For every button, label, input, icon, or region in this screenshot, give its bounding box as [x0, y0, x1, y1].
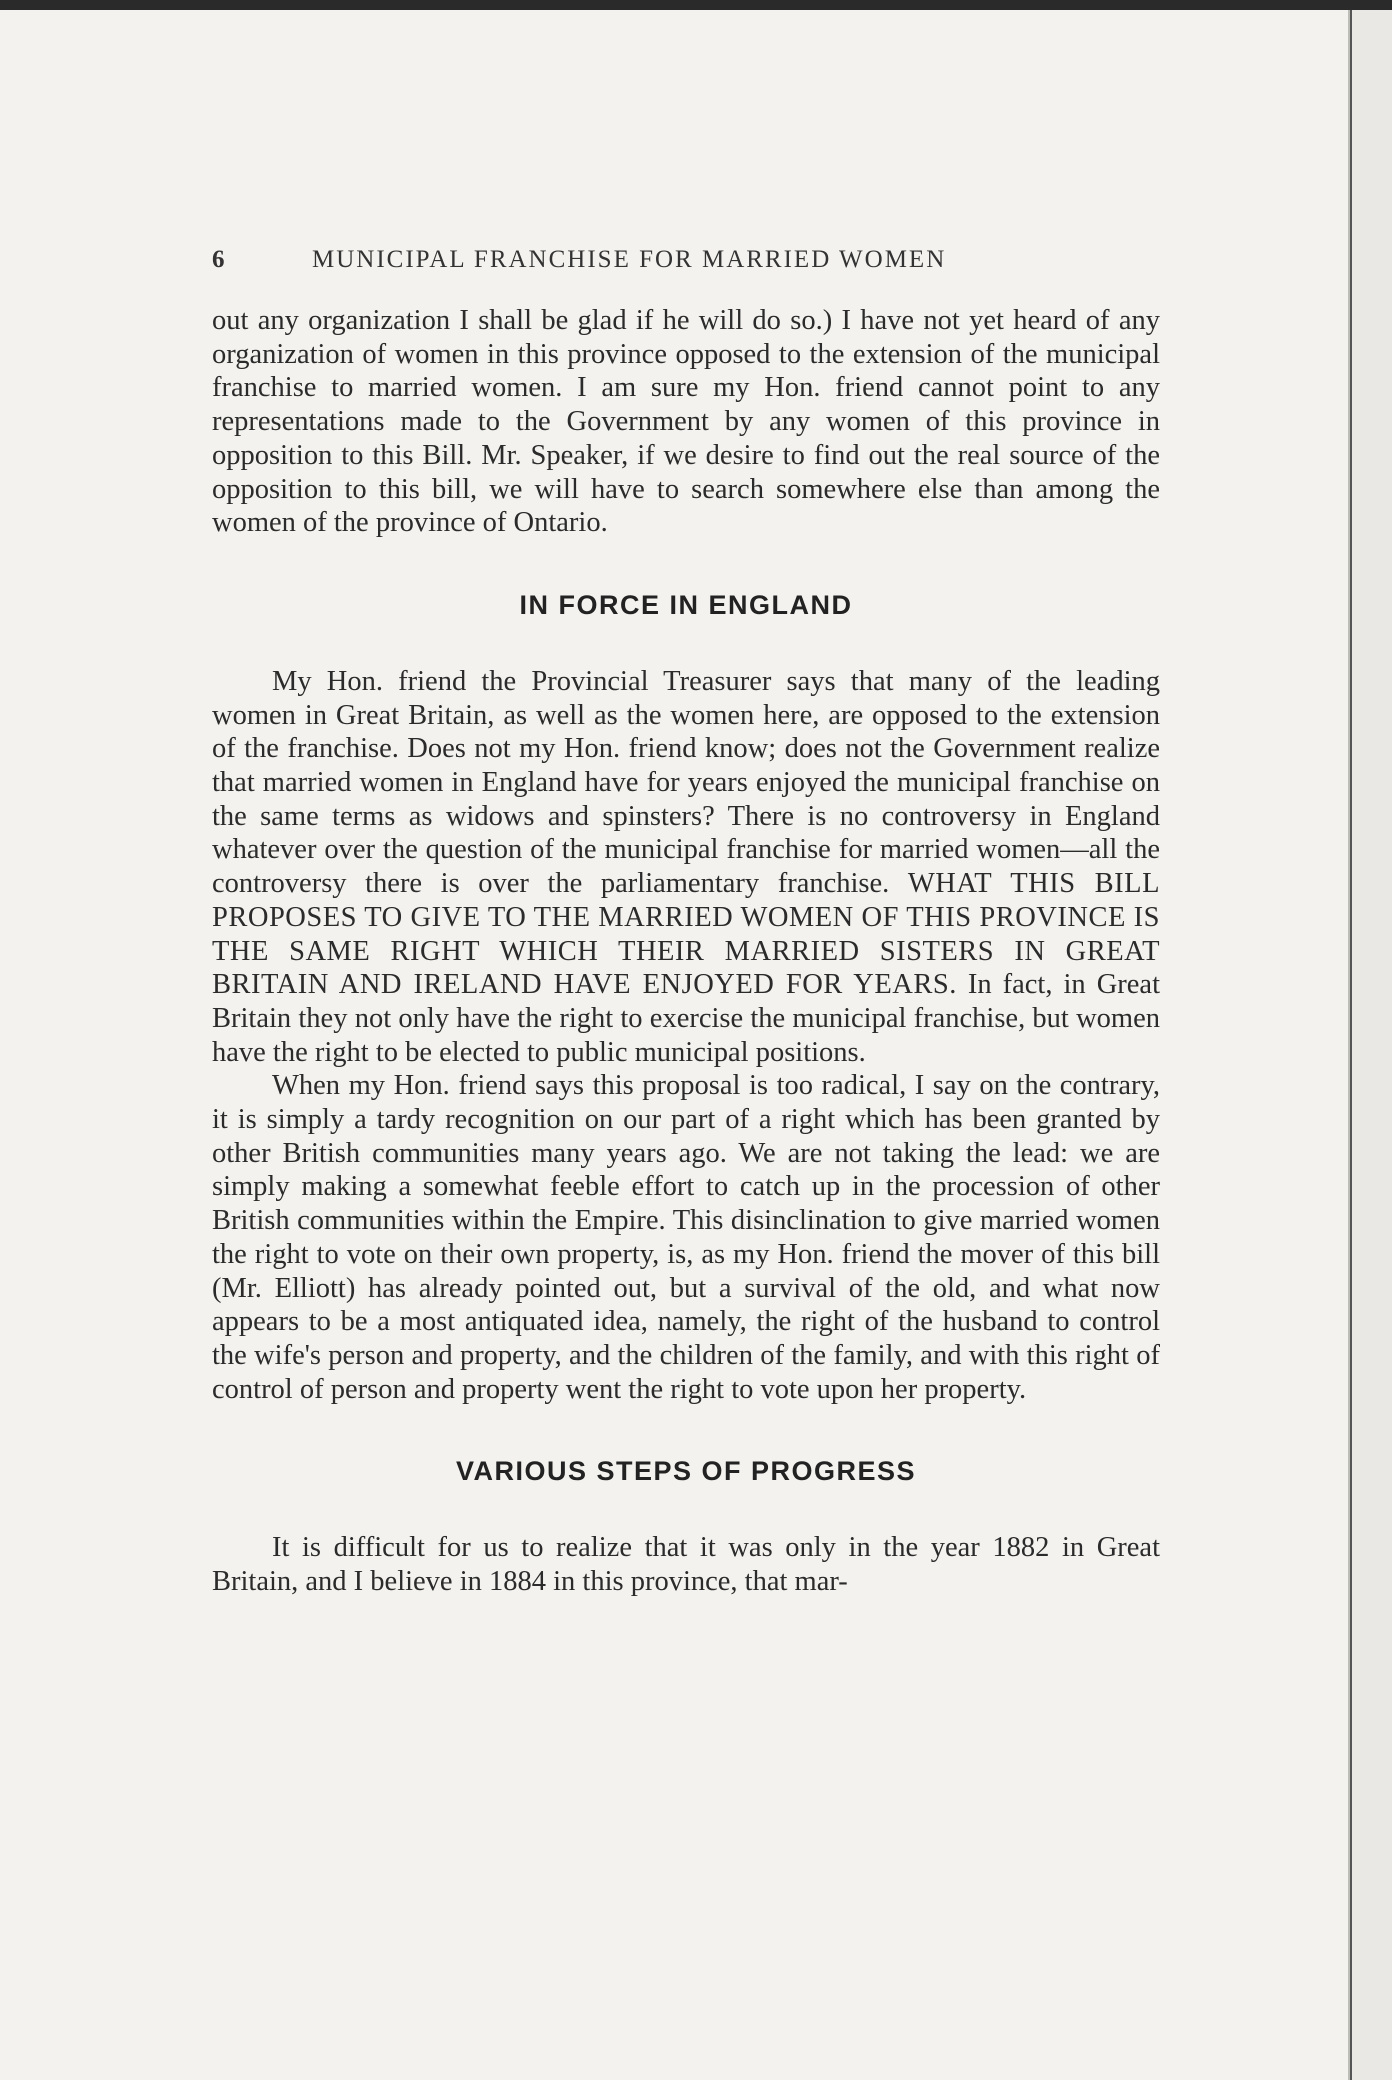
- section-heading-various-steps: VARIOUS STEPS OF PROGRESS: [455, 1456, 917, 1487]
- paragraph-4: It is difficult for us to realize that it was only in the year 1882 in Great Britain, and I believe in 1884 in this province, that mar-: [212, 1532, 1160, 1598]
- paragraph-1: out any organization I shall be glad if he will do so.) I have not yet heard of any organization of women in this province opposed to the extension of the municipal franchise to married women. I am sure my Hon. friend cannot point to any representations made to the Government by any women of this province in opposition to this Bill. Mr. Speaker, if we desire to find out the real source of the opposition to this bill, we will have to search somewhere else than among the women of the province of Ontario.: [212, 305, 1160, 539]
- running-title: MUNICIPAL FRANCHISE FOR MARRIED WOMEN: [312, 246, 947, 273]
- running-header: [212, 246, 1160, 274]
- section-heading-in-force-in-england: IN FORCE IN ENGLAND: [519, 589, 853, 620]
- paragraph-2-emphasis: WHAT THIS BILL PROPOSES TO GIVE TO THE MARRIED WOMEN OF THIS PROVINCE IS THE SAME RIGHT WHICH THEIR MARRIED SISTERS IN GREAT BRITAIN AND IRELAND HAVE ENJOYED FOR YEARS.: [212, 868, 1160, 1001]
- paragraph-2: [212, 665, 1160, 1069]
- paragraph-2-text-a: My Hon. friend the Provincial Treasurer says that many of the leading women in Great Britain, as well as the women here, are opposed to the extension of the franchise. Does not my Hon. friend know; does not the Government realize that married women in England have for years enjoyed the municipal franchise on the same terms as widows and spinsters? There is no controversy in England whatever over the question of the municipal franchise for married women—all the controversy there is over the parliamentary franchise.: [212, 665, 1160, 900]
- page-edge: [1350, 10, 1392, 2080]
- page-number: 6: [212, 246, 225, 273]
- page-content: [212, 246, 1160, 1599]
- paragraph-2-text-b: In fact, in Great Britain they not only have the right to exercise the municipal franchise, but women have the right to be elected to public municipal positions.: [212, 969, 1160, 1068]
- paragraph-3: When my Hon. friend says this proposal is too radical, I say on the contrary, it is simply a tardy recognition on our part of a right which has been granted by other British communities many years ago. We are not taking the lead: we are simply making a somewhat feeble effort to catch up in the procession of other British communities within the Empire. This disinclination to give married women the right to vote on their own property, is, as my Hon. friend the mover of this bill (Mr. Elliott) has already pointed out, but a survival of the old, and what now appears to be a most antiquated idea, namely, the right of the husband to control the wife's person and property, and the children of the family, and with this right of control of person and property went the right to vote upon her property.: [212, 1070, 1160, 1405]
